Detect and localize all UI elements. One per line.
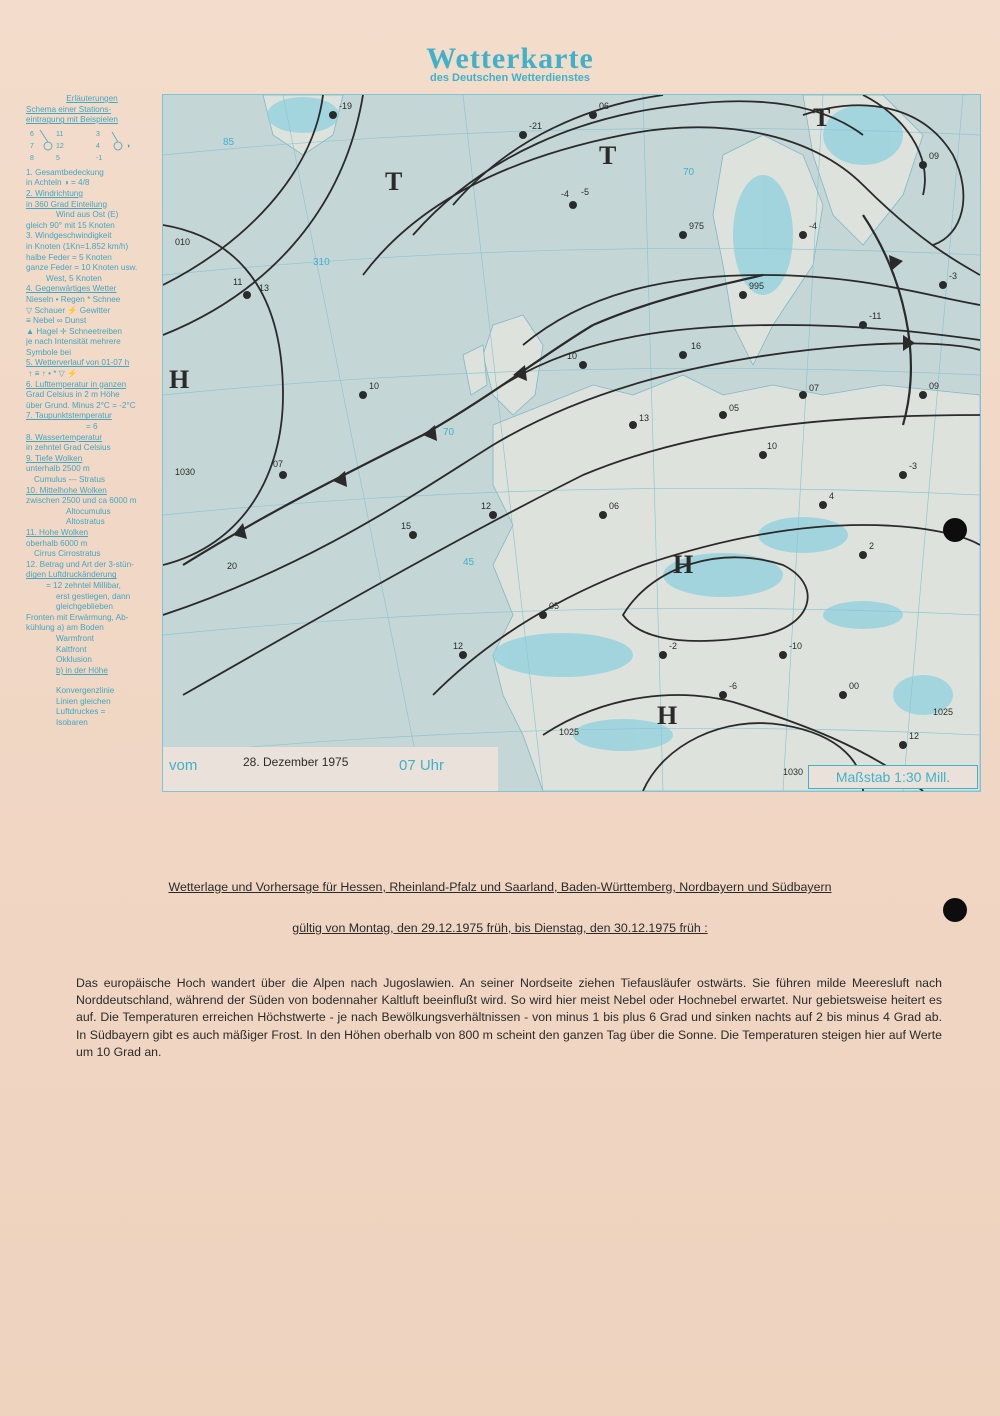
svg-text:-3: -3: [949, 271, 958, 281]
svg-text:010: 010: [175, 237, 191, 247]
svg-text:11: 11: [233, 277, 243, 287]
svg-text:13: 13: [639, 413, 650, 423]
legend-line: 6. Lufttemperatur in ganzen: [26, 379, 127, 389]
forecast-body: Das europäische Hoch wandert über die Alpen nach Jugoslawien. An seiner Nordseite ziehen Tiefausläufer ostwärts. Sie führen milde Meeresluft nach Norddeutschland, während der Süden von bodennaher Kaltluft beeinflußt wird. So wird hier meist Nebel oder Hochnebel erwartet. Nur gebietsweise heitert es auf. Die Temperaturen erreichen Höchstwerte - je nach Bewölkungsverhältnissen - von minus 1 bis plus 6 Grad und sinken nachts auf 2 bis minus 4 Grad ab. In Südbayern gibt es auch mäßiger Frost. In den Höhen oberhalb von 800 m scheint den ganzen Tag über die Sonne. Die Temperaturen steigen hier auf Werte um 10 Grad an.: [76, 976, 942, 1059]
legend-line: ≡ Nebel ∞ Dunst: [26, 316, 87, 326]
svg-text:20: 20: [227, 561, 238, 571]
high-pressure-symbol: H: [657, 701, 678, 730]
legend-line: Cirrus Cirrostratus: [34, 549, 101, 559]
svg-text:3: 3: [96, 130, 100, 138]
svg-text:-21: -21: [529, 121, 543, 131]
legend-line: Altostratus: [66, 517, 105, 527]
legend-line: 9. Tiefe Wolken: [26, 453, 83, 463]
svg-text:10: 10: [369, 381, 380, 391]
svg-text:15: 15: [401, 521, 412, 531]
high-pressure-symbol: H: [673, 550, 694, 579]
legend-line: Altocumulus: [66, 506, 111, 516]
svg-text:2: 2: [869, 541, 875, 551]
forecast-heading: Wetterlage und Vorhersage für Hessen, Rheinland-Pfalz und Saarland, Baden-Württemberg, Nordbayern und Südbayern: [168, 880, 832, 894]
legend-line: 1. Gesamtbedeckung: [26, 167, 104, 177]
punch-hole-lower: [943, 898, 967, 922]
low-pressure-symbol: T: [599, 141, 617, 170]
svg-text:12: 12: [909, 731, 920, 741]
svg-text:-3: -3: [909, 461, 918, 471]
svg-text:70: 70: [443, 427, 455, 438]
punch-hole-upper: [943, 518, 967, 542]
legend-line: 7. Taupunktstemperatur: [26, 411, 112, 421]
svg-text:995: 995: [749, 281, 765, 291]
legend-line: Symbole bei: [26, 347, 72, 357]
svg-text:7: 7: [30, 142, 34, 150]
svg-text:1030: 1030: [783, 767, 804, 777]
legend-line: 5. Wetterverlauf von 01-07 h: [26, 358, 130, 368]
low-pressure-symbol: T: [385, 167, 403, 196]
station-schema-diagram: [26, 126, 146, 168]
legend-line: ganze Feder = 10 Knoten usw.: [26, 263, 138, 273]
legend-line: Okklusion: [56, 655, 92, 665]
forecast-validity: gültig von Montag, den 29.12.1975 früh, bis Dienstag, den 30.12.1975 früh :: [292, 921, 708, 935]
legend-line: West, 5 Knoten: [46, 273, 102, 283]
legend-line: unterhalb 2500 m: [26, 464, 90, 474]
svg-text:70: 70: [683, 167, 695, 178]
svg-text:09: 09: [929, 381, 940, 391]
svg-text:-2: -2: [669, 641, 678, 651]
legend-line: gleich 90° mit 15 Knoten: [26, 220, 115, 230]
legend-line: Kaltfront: [56, 644, 87, 654]
map-scale: Maßstab 1:30 Mill.: [808, 765, 978, 789]
svg-text:5: 5: [56, 154, 60, 162]
legend-line: halbe Feder = 5 Knoten: [26, 252, 112, 262]
svg-text:-11: -11: [869, 311, 882, 321]
legend-line: Luftdruckes =: [56, 707, 106, 717]
svg-text:6: 6: [30, 130, 34, 138]
svg-text:16: 16: [691, 341, 702, 351]
legend-line: 10. Mittelhohe Wolken: [26, 485, 107, 495]
legend-line: Linien gleichen: [56, 696, 111, 706]
svg-text:8: 8: [30, 154, 34, 162]
svg-text:05: 05: [549, 601, 560, 611]
svg-text:11: 11: [56, 130, 64, 138]
legend-line: ▽ Schauer ⚡ Gewitter: [26, 305, 111, 315]
legend-line: 11. Hohe Wolken: [26, 527, 89, 537]
legend-line: in 360 Grad Einteilung: [26, 199, 108, 209]
svg-text:45: 45: [463, 557, 475, 568]
legend-line: Wind aus Ost (E): [56, 210, 119, 220]
svg-text:◑: ◑: [126, 142, 131, 150]
svg-text:310: 310: [313, 257, 330, 268]
legend-line: erst gestiegen, dann: [56, 591, 131, 601]
legend-line: Isobaren: [56, 718, 88, 728]
svg-text:10: 10: [567, 351, 578, 361]
svg-text:4: 4: [96, 142, 100, 150]
svg-text:12: 12: [453, 641, 464, 651]
svg-text:-4: -4: [561, 189, 570, 199]
svg-text:1030: 1030: [175, 467, 196, 477]
legend-line: Grad Celsius in 2 m Höhe: [26, 390, 120, 400]
legend-line: Cumulus --- Stratus: [34, 475, 105, 484]
map-title: Wetterkarte: [426, 42, 594, 75]
legend-line: in zehntel Grad Celsius: [26, 443, 111, 453]
legend-line: Warmfront: [56, 633, 94, 643]
svg-text:00: 00: [849, 681, 860, 691]
high-front-symbols-icon: [26, 676, 158, 686]
svg-text:-1: -1: [96, 154, 103, 162]
legend-line: je nach Intensität mehrere: [26, 337, 121, 347]
legend-line: digen Luftdruckänderung: [26, 570, 117, 580]
legend-line: Fronten mit Erwärmung, Ab-: [26, 612, 129, 622]
legend-line: kühlung a) am Boden: [26, 623, 104, 633]
station-schema-icon: [26, 126, 158, 168]
weather-map-drawing: [163, 95, 980, 791]
svg-text:09: 09: [929, 151, 940, 161]
legend-line: 12. Betrag und Art der 3-stün-: [26, 559, 134, 569]
svg-text:06: 06: [599, 101, 610, 111]
legend-line: ▲ Hagel ✛ Schneetreiben: [26, 326, 122, 336]
svg-text:06: 06: [609, 501, 620, 511]
legend-line: = 6: [86, 422, 98, 432]
legend-line: 4. Gegenwärtiges Wetter: [26, 284, 117, 294]
legend-line: Konvergenzlinie: [56, 686, 115, 696]
low-pressure-symbol: T: [813, 103, 831, 132]
legend-line: in Achteln ◑ = 4/8: [26, 178, 90, 188]
svg-text:-6: -6: [729, 681, 738, 691]
legend-line: oberhalb 6000 m: [26, 538, 88, 548]
svg-text:1025: 1025: [559, 727, 580, 737]
svg-text:07: 07: [273, 459, 284, 469]
legend-line: 8. Wassertemperatur: [26, 432, 103, 442]
date-strip: [163, 747, 498, 791]
map-time: 07 Uhr: [399, 757, 445, 774]
weather-course-symbols-icon: ↑ ≡ ↑ • * ▽ ⚡: [26, 369, 78, 379]
svg-text:-5: -5: [581, 187, 590, 197]
svg-text:4: 4: [829, 491, 835, 501]
svg-text:85: 85: [223, 137, 235, 148]
svg-text:12: 12: [56, 142, 64, 150]
legend-line: über Grund. Minus 2°C = -2°C: [26, 400, 136, 410]
legend-line: eintragung mit Beispielen: [26, 115, 118, 125]
svg-text:13: 13: [259, 283, 270, 293]
date-prefix: vom: [169, 757, 198, 774]
legend-panel: [26, 94, 158, 729]
legend-line: 3. Windgeschwindigkeit: [26, 231, 112, 241]
legend-line: Nieseln • Regen * Schnee: [26, 294, 121, 304]
svg-text:05: 05: [729, 403, 740, 413]
svg-text:1025: 1025: [933, 707, 954, 717]
map-date: 28. Dezember 1975: [243, 755, 349, 769]
legend-heading: Erläuterungen: [66, 94, 118, 103]
high-pressure-symbol: H: [169, 365, 190, 394]
map-subtitle: des Deutschen Wetterdienstes: [430, 72, 590, 84]
svg-text:-4: -4: [809, 221, 818, 231]
legend-line: zwischen 2500 und ca 6000 m: [26, 496, 137, 506]
svg-text:975: 975: [689, 221, 705, 231]
legend-line: = 12 zehntel Millibar,: [46, 580, 121, 590]
legend-line: b) in der Höhe: [56, 665, 108, 675]
svg-text:-19: -19: [339, 101, 353, 111]
svg-text:10: 10: [767, 441, 778, 451]
legend-line: Schema einer Stations-: [26, 104, 112, 114]
svg-text:12: 12: [481, 501, 492, 511]
legend-line: gleichgeblieben: [56, 602, 113, 612]
svg-text:-10: -10: [789, 641, 803, 651]
legend-line: in Knoten (1Kn=1.852 km/h): [26, 241, 129, 251]
weather-map: [162, 94, 981, 792]
legend-line: 2. Windrichtung: [26, 188, 83, 198]
land-masses: [263, 95, 980, 791]
svg-text:07: 07: [809, 383, 820, 393]
